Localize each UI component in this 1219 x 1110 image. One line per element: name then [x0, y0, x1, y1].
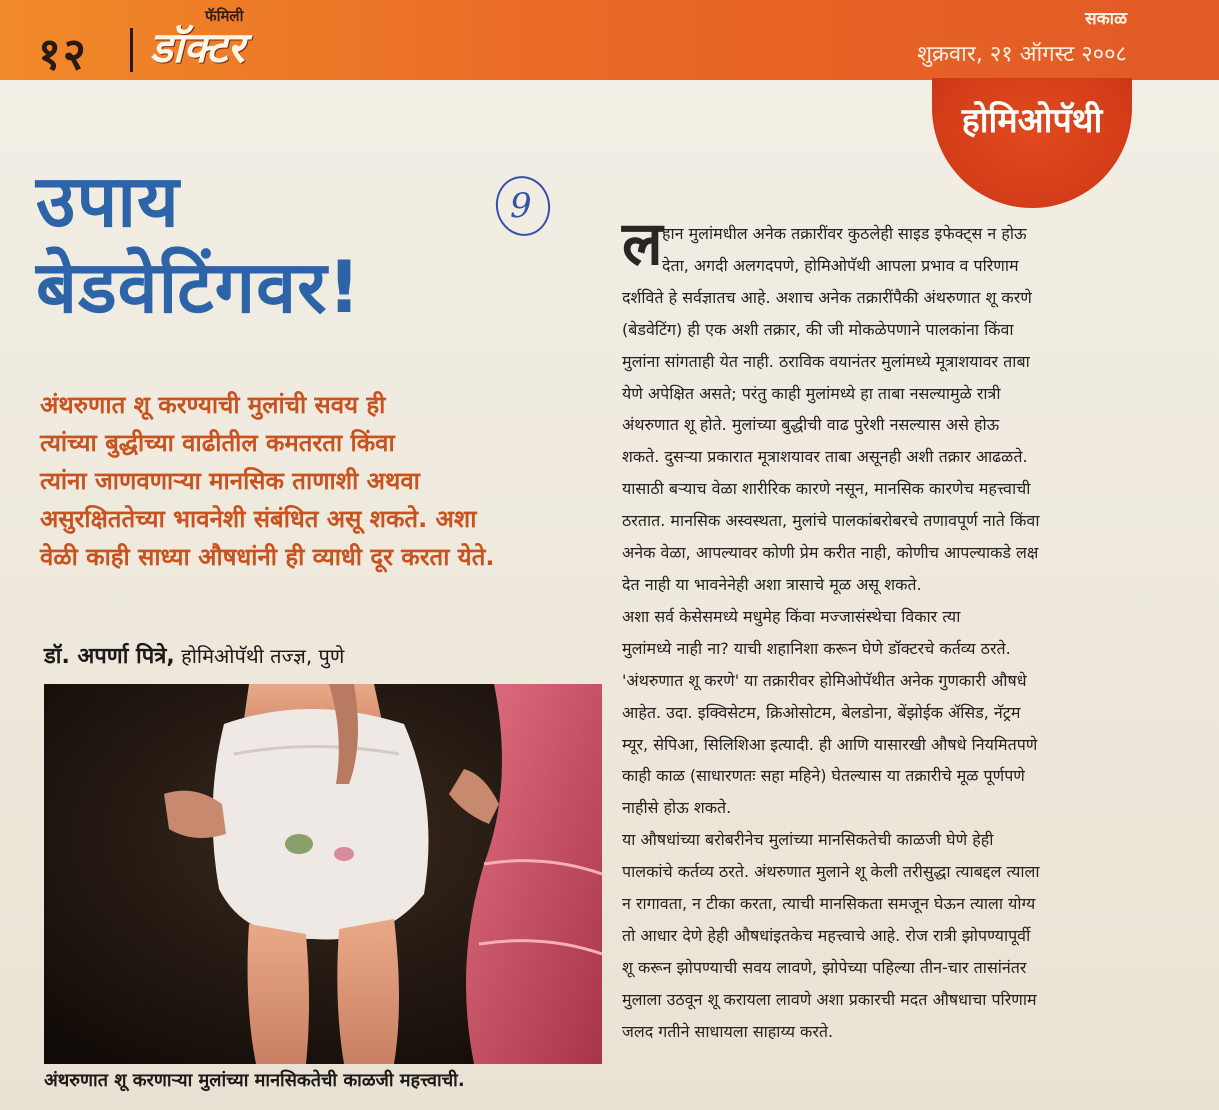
body-line: तो आधार देणे हेही औषधांइतकेच महत्त्वाचे आहे. रोज रात्री झोपण्यापूर्वी — [622, 925, 1031, 945]
body-line: शकते. दुसऱ्या प्रकारात मूत्राशयावर ताबा असूनही अशी तक्रार आढळते. — [622, 447, 1028, 467]
body-line: नाहीसे होऊ शकते. — [622, 798, 732, 818]
page-number: १२ — [38, 29, 88, 80]
deck-line: त्यांना जाणवणाऱ्या मानसिक ताणाशी अथवा — [40, 467, 420, 495]
body-line: यासाठी बऱ्याच वेळा शारीरिक कारणे नसून, मानसिक कारणेच महत्त्वाची — [622, 479, 1031, 499]
drop-cap: ल — [622, 209, 663, 279]
author-name: डॉ. अपर्णा पित्रे, — [44, 644, 175, 669]
article-deck — [40, 386, 605, 576]
body-line: न रागावता, न टीका करता, त्याची मानसिकता समजून घेऊन त्याला योग्य — [622, 894, 1036, 914]
body-line: मुलांना सांगताही येत नाही. ठराविक वयानंतर मुलांमध्ये मूत्राशयावर ताबा — [622, 351, 1030, 371]
body-line: म्यूर, सेपिआ, सिलिशिआ इत्यादी. ही आणि यासारखी औषधे नियमितपणे — [622, 734, 1038, 754]
body-line: 'अंथरुणात शू करणे' या तक्रारीवर होमिओपॅथीत अनेक गुणकारी औषधे — [622, 670, 1027, 690]
body-line: अनेक वेळा, आपल्यावर कोणी प्रेम करीत नाही, कोणीच आपल्याकडे लक्ष — [622, 543, 1039, 563]
body-line: शू करून झोपण्याची सवय लावणे, झोपेच्या पहिल्या तीन-चार तासांनंतर — [622, 957, 1027, 977]
author-role: होमिओपॅथी तज्ज्ञ, पुणे — [181, 644, 345, 668]
deck-line: त्यांच्या बुद्धीच्या वाढीतील कमतरता किंवा — [40, 429, 395, 457]
body-line: काही काळ (साधारणतः सहा महिने) घेतल्यास या तक्रारीचे मूळ पूर्णपणे — [622, 766, 1025, 786]
body-line: येणे अपेक्षित असते; परंतु काही मुलांमध्ये हा ताबा नसल्यामुळे रात्री — [622, 383, 1001, 403]
article-photo — [44, 684, 602, 1064]
headline-line-2: बेडवेटिंगवर! — [36, 245, 362, 329]
body-line: देता, अगदी अलगदपणे, होमिओपॅथी आपला प्रभाव व परिणाम — [662, 255, 1019, 275]
byline — [44, 640, 344, 670]
body-line: ठरतात. मानसिक अस्वस्थता, मुलांचे पालकांबरोबरचे तणावपूर्ण नाते किंवा — [622, 511, 1040, 531]
body-line: देत नाही या भावनेनेही अशा त्रासाचे मूळ असू शकते. — [622, 574, 922, 594]
body-line: जलद गतीने साधायला साहाय्य करते. — [622, 1021, 834, 1041]
newspaper-name: सकाळ — [1085, 9, 1127, 29]
body-line: दर्शविते हे सर्वज्ञातच आहे. अशाच अनेक तक्रारींपैकी अंथरुणात शू करणे — [622, 287, 1032, 307]
article-body — [622, 218, 1162, 1048]
body-line: मुलांमध्ये नाही ना? याची शहानिशा करून घेणे डॉक्टरचे कर्तव्य ठरते. — [622, 638, 1011, 658]
body-line: हान मुलांमधील अनेक तक्रारींवर कुठलेही साइड इफेक्ट्स न होऊ — [662, 224, 1027, 243]
headline-line-1: उपाय — [36, 159, 180, 243]
body-line: पालकांचे कर्तव्य ठरते. अंथरुणात मुलाने शू केली तरीसुद्धा त्याबद्दल त्याला — [622, 862, 1040, 882]
child-diaper-illustration — [44, 684, 602, 1064]
issue-date: शुक्रवार, २१ ऑगस्ट २००८ — [917, 42, 1127, 67]
handwritten-number: 9 — [510, 186, 532, 226]
headline — [36, 158, 556, 330]
section-title: डॉक्टर — [150, 23, 245, 72]
body-line: या औषधांच्या बरोबरीनेच मुलांच्या मानसिकतेची काळजी घेणे हेही — [622, 830, 994, 850]
header-divider — [130, 28, 133, 72]
body-line: आहेत. उदा. इक्विसेटम, क्रिओसोटम, बेलडोना, बेंझोईक ॲसिड, नॅट्रम — [622, 702, 1021, 722]
deck-line: अंथरुणात शू करण्याची मुलांची सवय ही — [40, 391, 386, 419]
section-kicker: फॅमिली — [205, 7, 244, 25]
body-line: मुलाला उठवून शू करायला लावणे अशा प्रकारची मदत औषधाचा परिणाम — [622, 989, 1037, 1009]
photo-caption: अंथरुणात शू करणाऱ्या मुलांच्या मानसिकतेची काळजी महत्त्वाची. — [44, 1070, 465, 1091]
deck-line: असुरक्षिततेच्या भावनेशी संबंधित असू शकते. अशा — [40, 505, 477, 533]
deck-line: वेळी काही साध्या औषधांनी ही व्याधी दूर करता येते. — [40, 543, 495, 571]
body-line: अंथरुणात शू होते. मुलांच्या बुद्धीची वाढ पुरेशी नसल्यास असे होऊ — [622, 415, 1000, 435]
page-header — [0, 0, 1219, 80]
body-line: अशा सर्व केसेसमध्ये मधुमेह किंवा मज्जासंस्थेचा विकार त्या — [622, 606, 961, 626]
body-line: (बेडवेटिंग) ही एक अशी तक्रार, की जी मोकळेपणाने पालकांना किंवा — [622, 319, 1014, 339]
category-label: होमिओपॅथी — [961, 101, 1103, 141]
